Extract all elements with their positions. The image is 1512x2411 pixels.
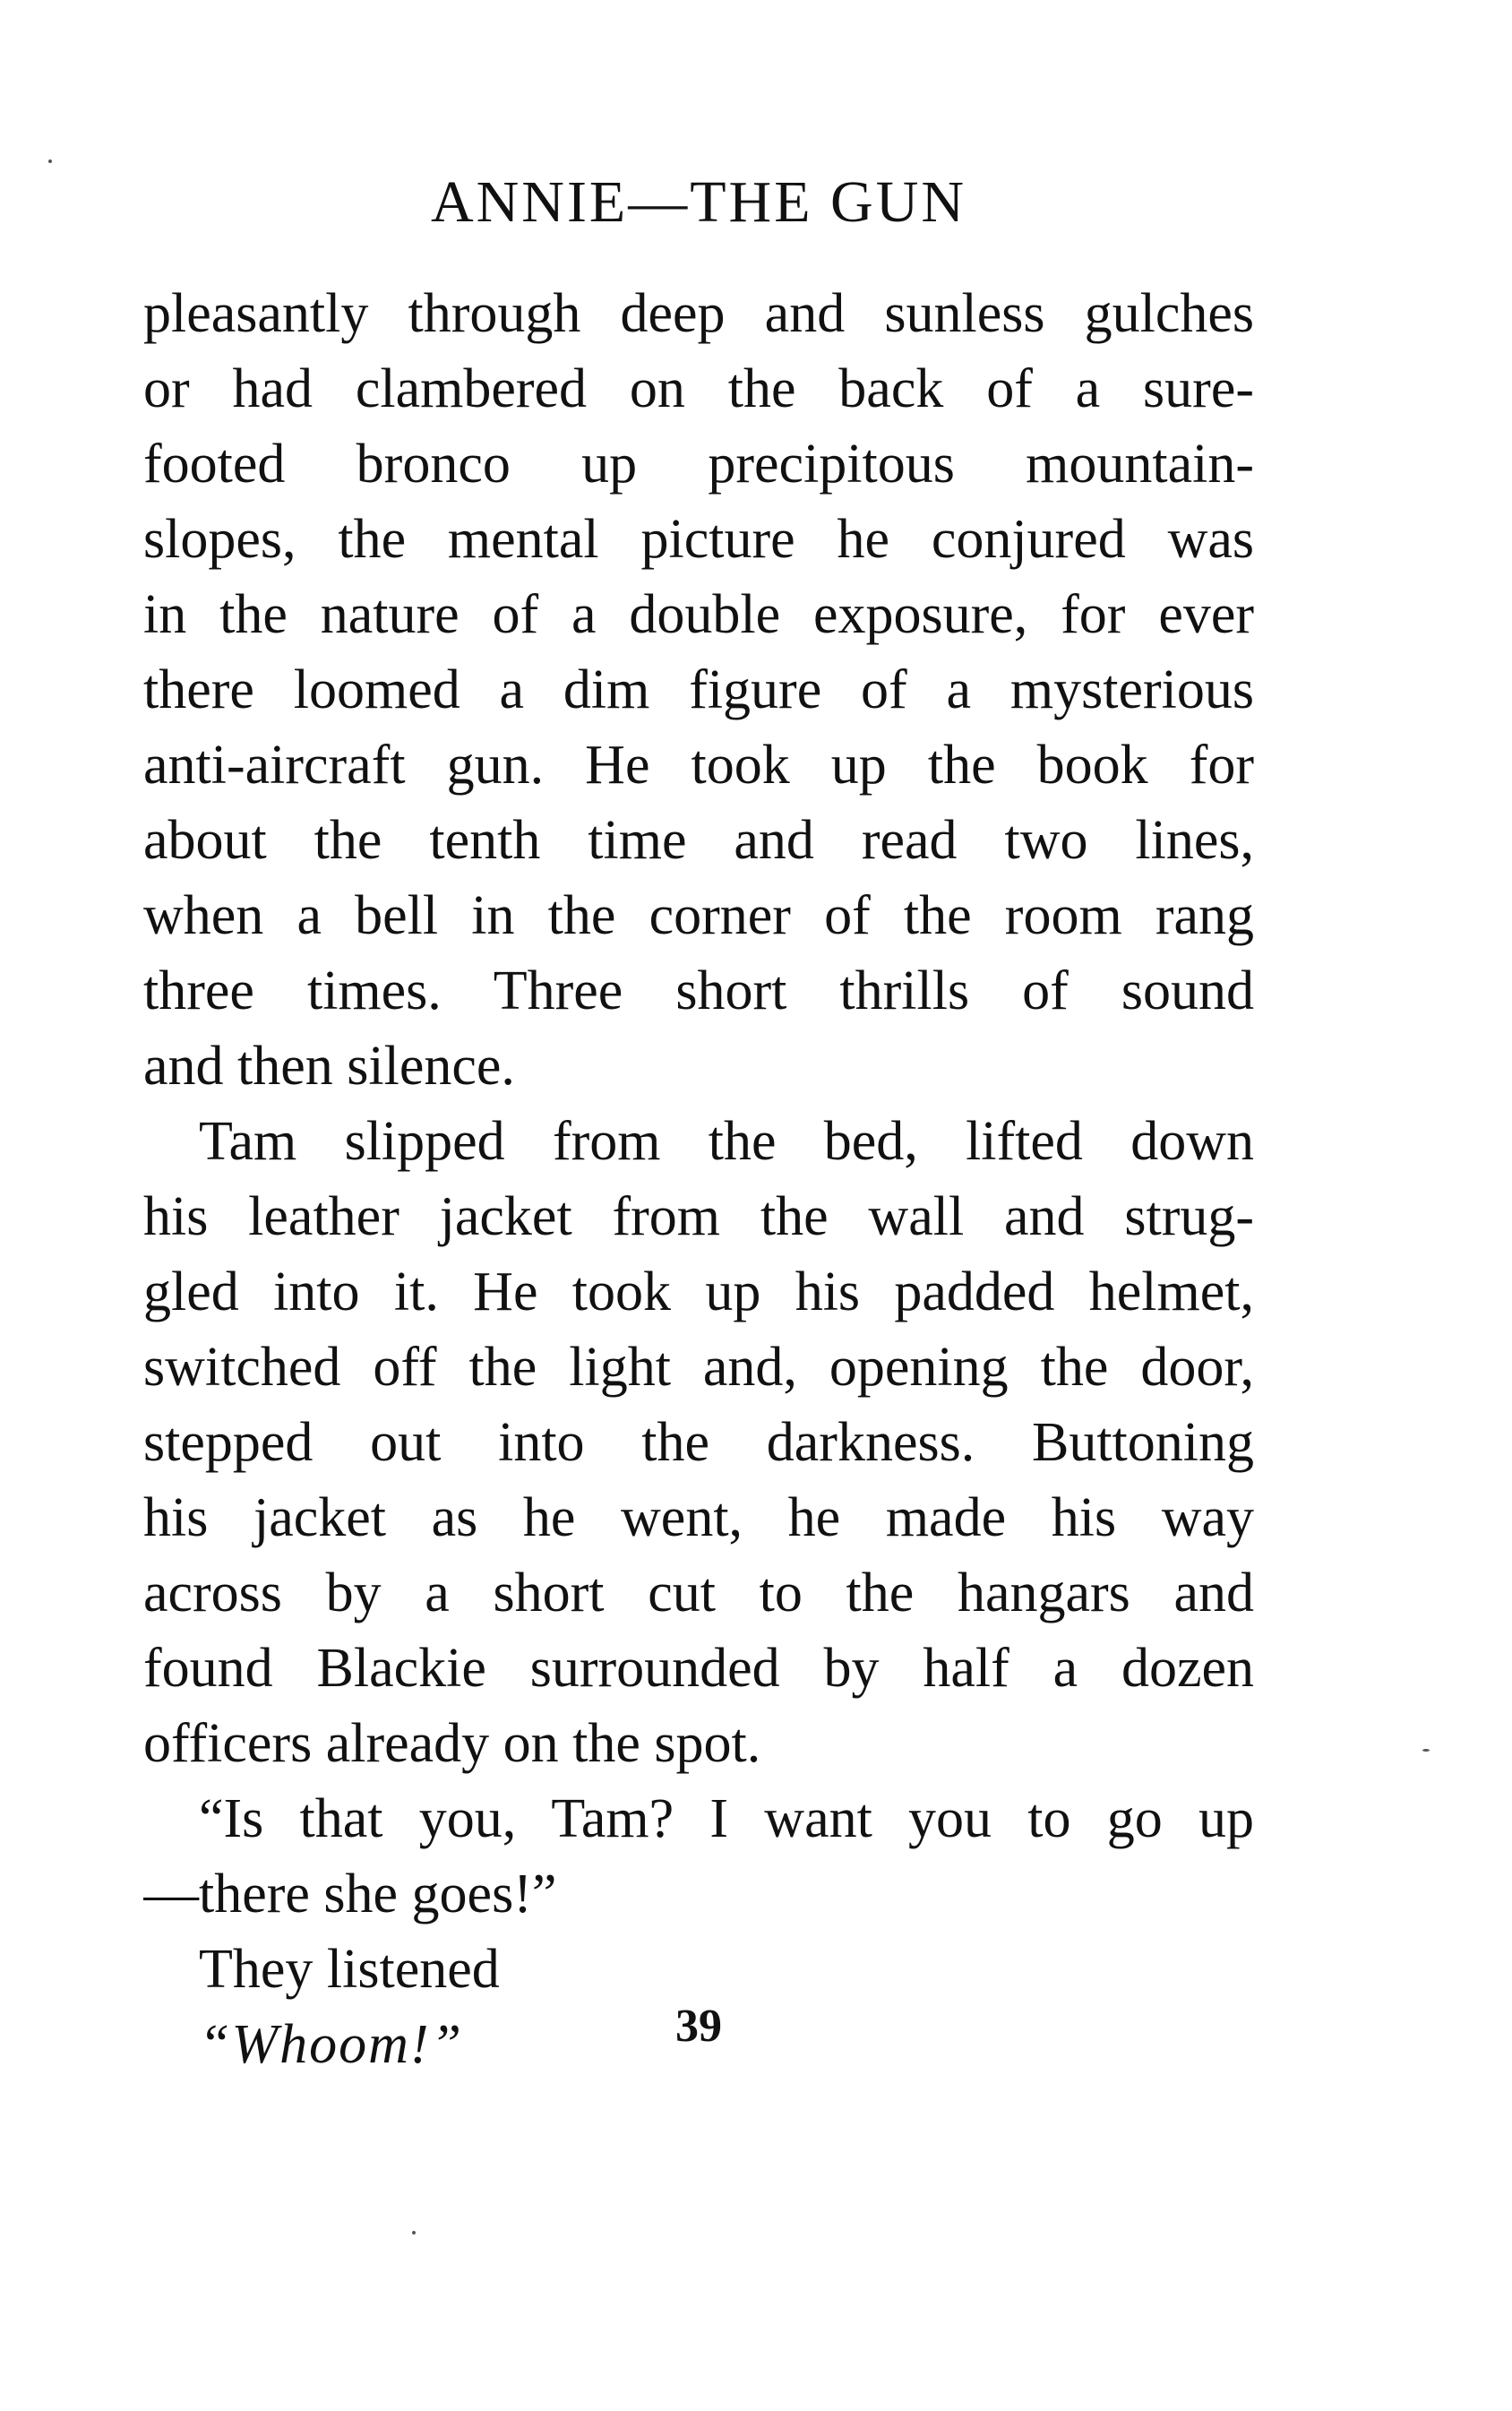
text-line: footed bronco up precipitous mountain- [143, 434, 1254, 495]
scan-speck [412, 2231, 416, 2234]
text-line: switched off the light and, opening the door, [143, 1337, 1254, 1398]
scan-speck [1422, 1749, 1430, 1752]
text-line: slopes, the mental picture he conjured was [143, 509, 1254, 570]
text-line: across by a short cut to the hangars and [143, 1563, 1254, 1623]
running-head: ANNIE—THE GUN [430, 169, 967, 235]
page-number: 39 [675, 2001, 722, 2052]
text-line: Tam slipped from the bed, lifted down [199, 1111, 1254, 1172]
text-line: They listened [199, 1939, 500, 2000]
text-line: or had clambered on the back of a sure- [143, 358, 1254, 419]
text-line: pleasantly through deep and sunless gulches [143, 283, 1254, 344]
body-text [143, 276, 1254, 2082]
text-line: anti-aircraft gun. He took up the book for [143, 735, 1254, 796]
text-line: found Blackie surrounded by half a dozen [143, 1638, 1254, 1699]
text-line: there loomed a dim figure of a mysterious [143, 659, 1254, 720]
text-line: “Is that you, Tam? I want you to go up [199, 1788, 1254, 1849]
text-line: his leather jacket from the wall and strug- [143, 1186, 1254, 1247]
text-line: officers already on the spot. [143, 1713, 761, 1774]
text-line: gled into it. He took up his padded helmet, [143, 1261, 1254, 1322]
text-line: in the nature of a double exposure, for ever [143, 584, 1254, 645]
book-page [143, 0, 1254, 2411]
text-line: stepped out into the darkness. Buttoning [143, 1412, 1254, 1473]
text-line: his jacket as he went, he made his way [143, 1487, 1254, 1548]
text-line: about the tenth time and read two lines, [143, 810, 1254, 871]
text-line: and then silence. [143, 1036, 515, 1097]
text-line: three times. Three short thrills of sound [143, 960, 1254, 1021]
text-line: —there she goes!” [143, 1864, 557, 1924]
scan-speck [48, 159, 52, 163]
text-line: when a bell in the corner of the room rang [143, 885, 1254, 946]
text-line: “Whoom!” [199, 2014, 464, 2075]
